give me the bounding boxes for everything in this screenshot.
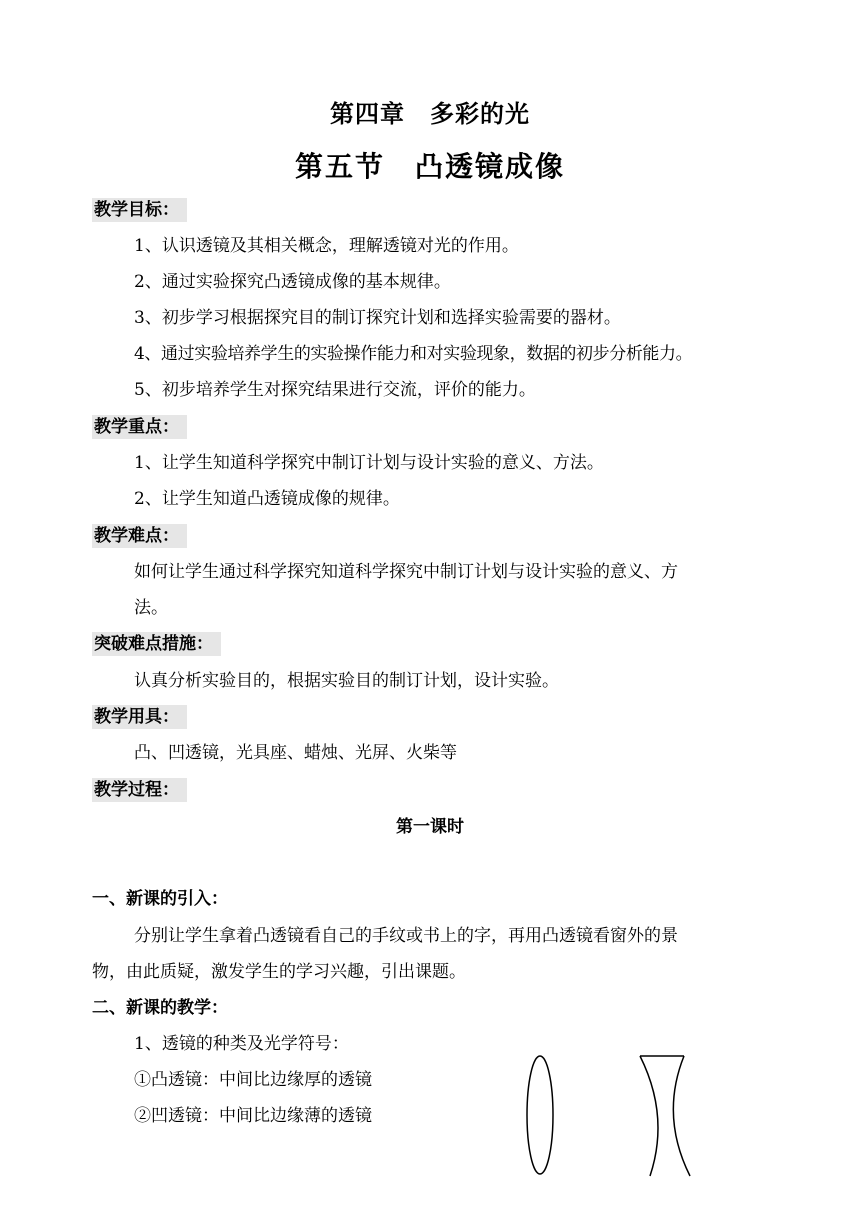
- process-label: 教学过程：: [92, 778, 187, 802]
- objective-item: 4、通过实验培养学生的实验操作能力和对实验现象，数据的初步分析能力。: [134, 344, 693, 364]
- teaching-item: ①凸透镜：中间比边缘厚的透镜: [134, 1070, 372, 1090]
- objectives-label: 教学目标：: [92, 198, 187, 222]
- measures-text: 认真分析实验目的，根据实验目的制订计划，设计实验。: [134, 671, 559, 691]
- intro-text-cont: 物，由此质疑，激发学生的学习兴趣，引出课题。: [92, 962, 466, 982]
- key-points-label: 教学重点：: [92, 415, 187, 439]
- difficulties-label: 教学难点：: [92, 524, 187, 548]
- convex-lens-diagram: [520, 1052, 560, 1178]
- intro-text: 分别让学生拿着凸透镜看自己的手纹或书上的字，再用凸透镜看窗外的景: [134, 926, 678, 946]
- teaching-item: ②凹透镜：中间比边缘薄的透镜: [134, 1106, 372, 1126]
- objective-item: 2、通过实验探究凸透镜成像的基本规律。: [134, 272, 451, 292]
- difficulties-text-cont: 法。: [134, 598, 168, 618]
- teaching-heading: 二、新课的教学：: [92, 998, 228, 1018]
- teaching-item: 1、透镜的种类及光学符号：: [134, 1034, 349, 1054]
- concave-lens-diagram: [632, 1052, 694, 1180]
- tools-text: 凸、凹透镜，光具座、蜡烛、光屏、火柴等: [134, 743, 457, 763]
- tools-label: 教学用具：: [92, 705, 187, 729]
- objective-item: 3、初步学习根据探究目的制订探究计划和选择实验需要的器材。: [134, 308, 621, 328]
- chapter-title: 第四章 多彩的光: [330, 99, 530, 128]
- measures-label: 突破难点措施：: [92, 632, 221, 656]
- difficulties-text: 如何让学生通过科学探究知道科学探究中制订计划与设计实验的意义、方: [134, 562, 678, 582]
- period-title: 第一课时: [396, 817, 464, 837]
- objective-item: 1、认识透镜及其相关概念，理解透镜对光的作用。: [134, 236, 519, 256]
- objective-item: 5、初步培养学生对探究结果进行交流，评价的能力。: [134, 380, 536, 400]
- section-title: 第五节 凸透镜成像: [294, 150, 565, 183]
- key-point-item: 2、让学生知道凸透镜成像的规律。: [134, 489, 400, 509]
- intro-heading: 一、新课的引入：: [92, 889, 228, 909]
- key-point-item: 1、让学生知道科学探究中制订计划与设计实验的意义、方法。: [134, 453, 604, 473]
